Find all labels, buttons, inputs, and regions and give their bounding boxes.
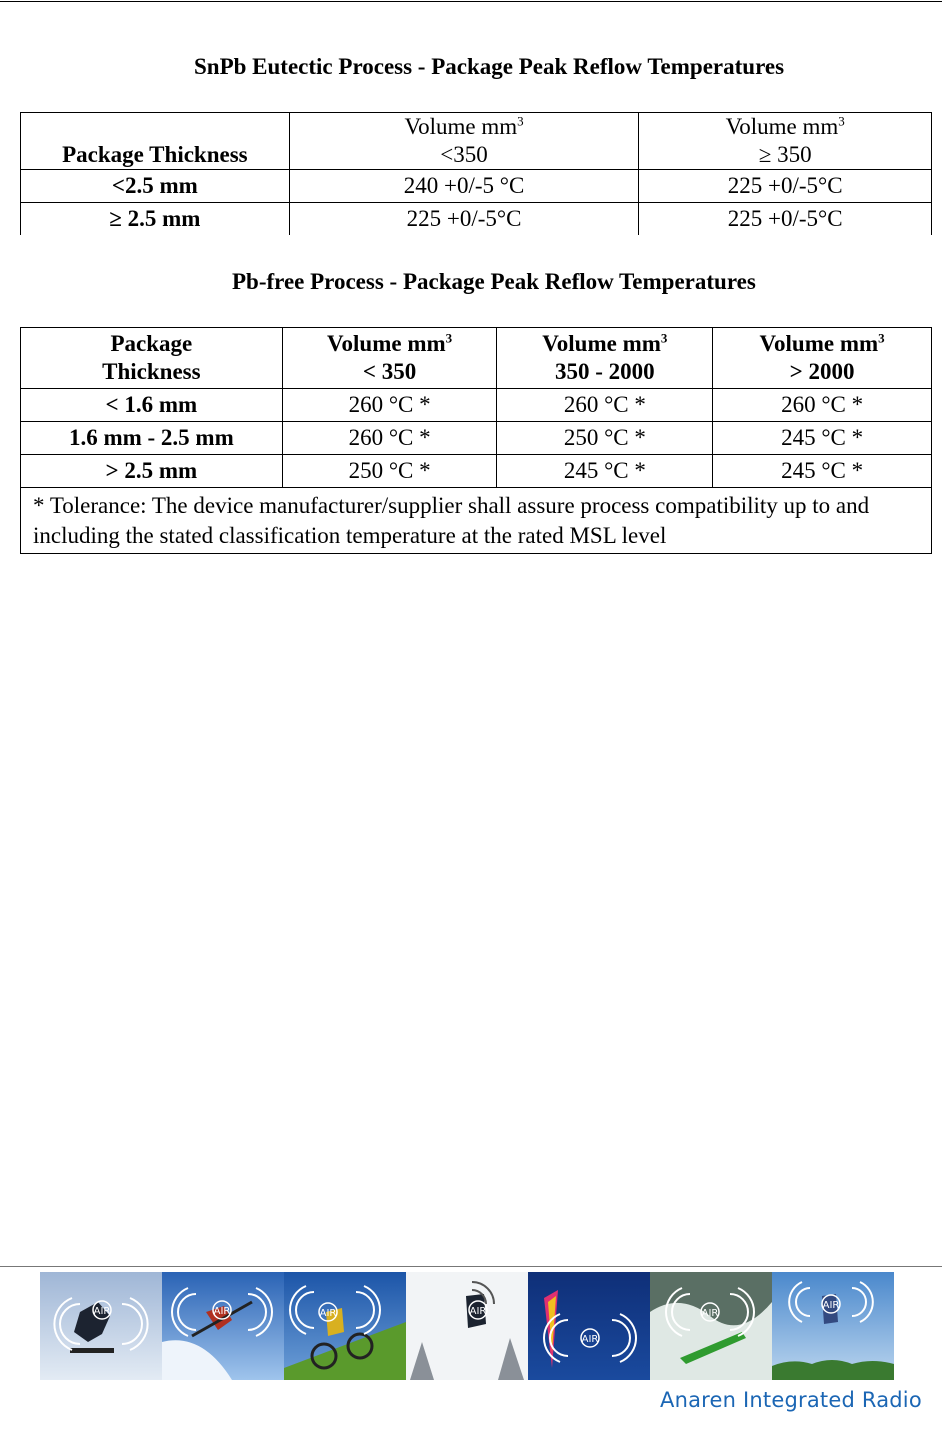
snpb-reflow-table: [20, 112, 932, 235]
temperature-cell: 245 °C *: [497, 455, 713, 488]
header-package-thickness: Package Thickness: [21, 328, 283, 389]
header-volume-lt-350: Volume $mm^3$ < 350: [282, 328, 497, 389]
air-label: AIR: [319, 1308, 337, 1319]
temperature-cell: 260 °C *: [282, 422, 497, 455]
temperature-cell: 260 °C *: [713, 389, 932, 422]
table-header-row: [21, 113, 932, 170]
brand-name: Anaren Integrated Radio: [660, 1388, 922, 1412]
snowboarder-photo: [406, 1272, 528, 1380]
tolerance-note: * Tolerance: The device manufacturer/supplier shall assure process compatibility up to and including the stated classification temperature at the rated MSL level: [21, 488, 932, 554]
thickness-cell: < 1.6 mm: [21, 389, 283, 422]
skateboarder-photo: [40, 1272, 162, 1380]
header-volume-gt-2000: Volume $mm^3$ > 2000: [713, 328, 932, 389]
air-label: AIR: [581, 1334, 599, 1345]
table-row: [21, 422, 932, 455]
header-volume-lt-350: Volume $mm^3$ <350: [289, 113, 639, 170]
kayaker-photo: [650, 1272, 772, 1380]
thickness-cell: 1.6 mm - 2.5 mm: [21, 422, 283, 455]
temperature-cell: 240 +0/-5 °C: [289, 170, 639, 203]
air-label: AIR: [701, 1308, 719, 1319]
temperature-cell: 245 °C *: [713, 455, 932, 488]
mountain-biker-photo: [284, 1272, 406, 1380]
inline-skater-photo: [772, 1272, 894, 1380]
table-header-row: [21, 328, 932, 389]
temperature-cell: 245 °C *: [713, 422, 932, 455]
air-label: AIR: [213, 1306, 231, 1317]
pbfree-reflow-table: [20, 327, 932, 554]
temperature-cell: 250 °C *: [497, 422, 713, 455]
table-row: [21, 389, 932, 422]
thickness-cell: ≥ 2.5 mm: [21, 203, 290, 236]
thickness-cell: > 2.5 mm: [21, 455, 283, 488]
air-label: AIR: [822, 1300, 840, 1311]
header-volume-ge-350: Volume $mm^3$ ≥ 350: [639, 113, 932, 170]
tolerance-note-row: [21, 488, 932, 554]
windsurfer-photo: [528, 1272, 650, 1380]
temperature-cell: 225 +0/-5°C: [639, 170, 932, 203]
table-row: [21, 203, 932, 236]
table-row: [21, 455, 932, 488]
table-row: [21, 170, 932, 203]
temperature-cell: 260 °C *: [497, 389, 713, 422]
header-package-thickness: Package Thickness: [21, 113, 290, 170]
temperature-cell: 225 +0/-5°C: [639, 203, 932, 236]
footer-photo-banner: [40, 1272, 894, 1380]
top-rule: [0, 1, 942, 2]
air-label: AIR: [93, 1306, 111, 1317]
thickness-cell: <2.5 mm: [21, 170, 290, 203]
pbfree-table-title: Pb-free Process - Package Peak Reflow Temperatures: [232, 269, 756, 294]
temperature-cell: 225 +0/-5°C: [289, 203, 639, 236]
header-volume-350-2000: Volume $mm^3$ 350 - 2000: [497, 328, 713, 389]
temperature-cell: 260 °C *: [282, 389, 497, 422]
air-label: AIR: [469, 1306, 487, 1317]
snpb-table-title: SnPb Eutectic Process - Package Peak Reflow Temperatures: [194, 54, 785, 79]
temperature-cell: 250 °C *: [282, 455, 497, 488]
footer-rule: [0, 1266, 942, 1267]
skier-photo: [162, 1272, 284, 1380]
